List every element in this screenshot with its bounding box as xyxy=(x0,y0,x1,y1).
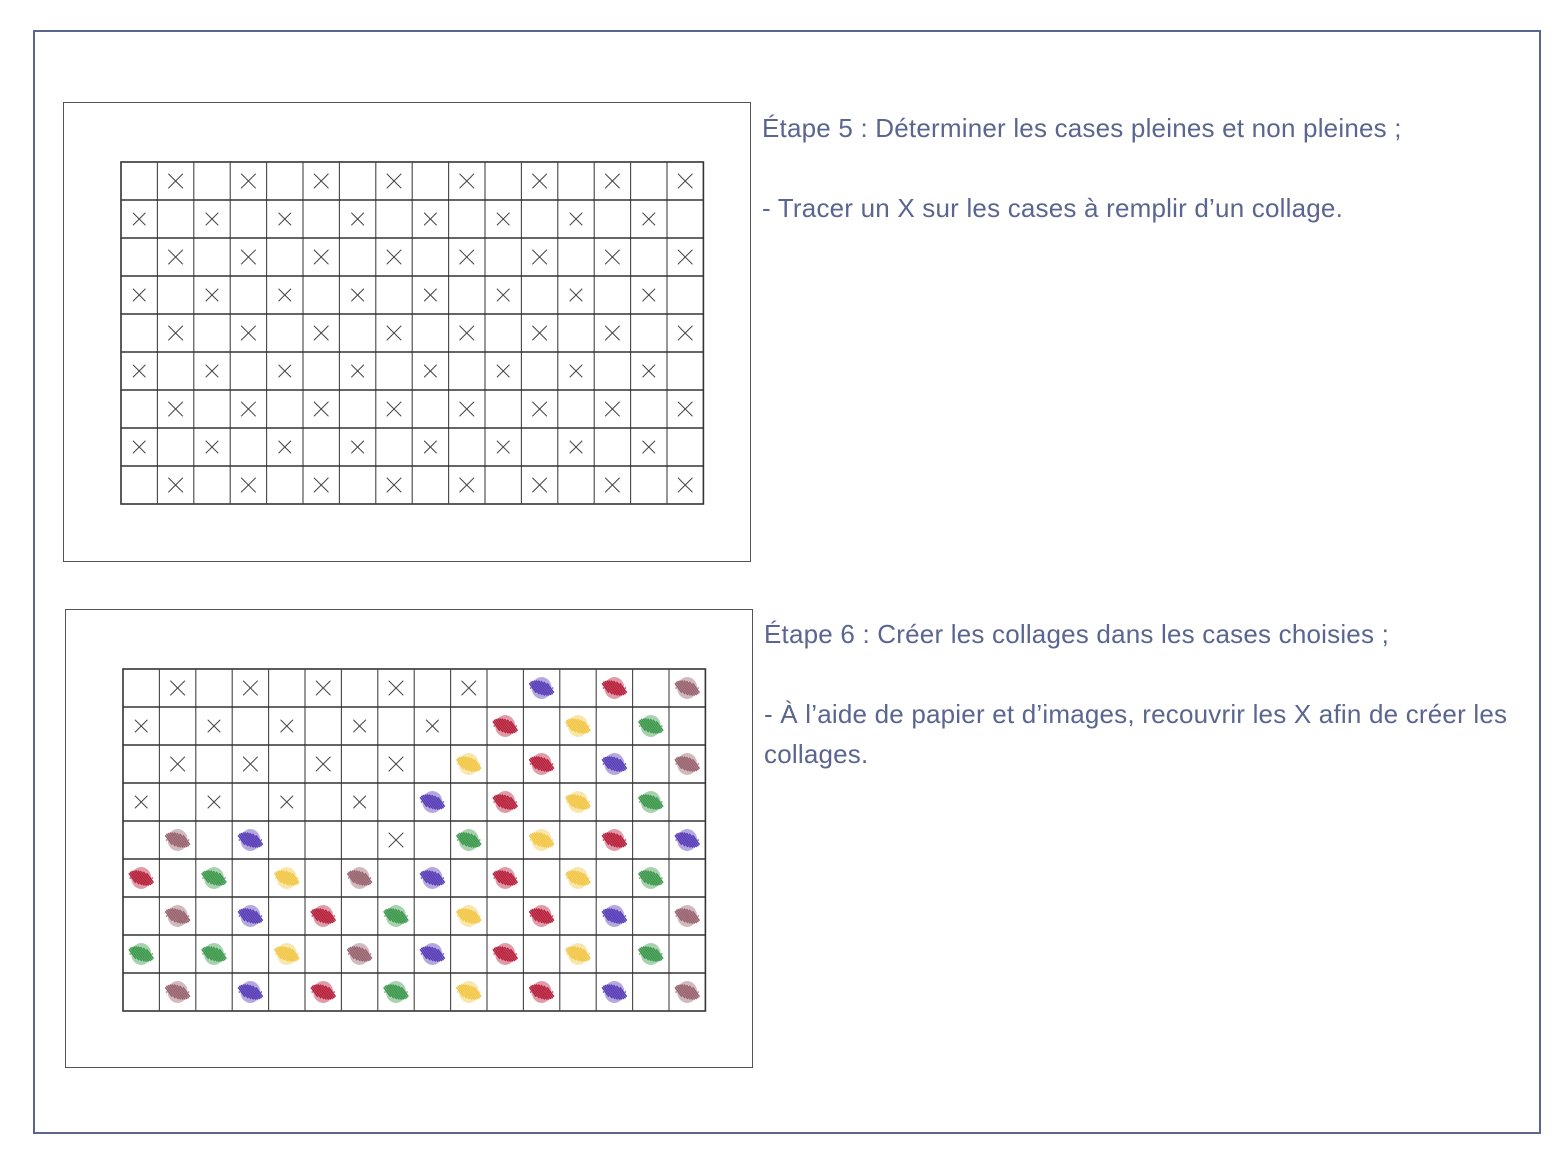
collage-patch-icon xyxy=(566,867,590,889)
x-mark-icon xyxy=(241,478,255,492)
x-mark-icon xyxy=(314,250,328,264)
collage-patch-icon xyxy=(566,943,590,965)
collage-patch-icon xyxy=(530,677,554,699)
x-mark-icon xyxy=(135,796,147,808)
x-mark-icon xyxy=(497,441,509,453)
x-mark-icon xyxy=(426,720,438,732)
x-mark-icon xyxy=(462,681,476,695)
collage-patch-icon xyxy=(239,829,263,851)
collage-patch-icon xyxy=(603,677,627,699)
x-mark-icon xyxy=(678,402,692,416)
step-5-title: Étape 5 : Déterminer les cases pleines et non pleines ; xyxy=(762,113,1402,143)
collage-patch-icon xyxy=(202,943,226,965)
grid-panel-step-6 xyxy=(65,609,753,1068)
x-mark-icon xyxy=(389,681,403,695)
grid-panel-step-5 xyxy=(63,102,751,562)
x-mark-icon xyxy=(424,441,436,453)
x-mark-icon xyxy=(570,441,582,453)
x-mark-icon xyxy=(533,402,547,416)
x-mark-icon xyxy=(605,478,619,492)
x-mark-icon xyxy=(169,326,183,340)
x-mark-icon xyxy=(279,289,291,301)
collage-patch-icon xyxy=(421,867,445,889)
collage-patch-icon xyxy=(639,943,663,965)
collage-patch-icon xyxy=(348,943,372,965)
collage-patch-icon xyxy=(493,715,517,737)
collage-patch-icon xyxy=(166,981,190,1003)
collage-patch-icon xyxy=(675,905,699,927)
collage-patch-icon xyxy=(530,829,554,851)
x-mark-icon xyxy=(460,250,474,264)
x-mark-icon xyxy=(241,402,255,416)
x-mark-icon xyxy=(169,250,183,264)
x-mark-icon xyxy=(533,326,547,340)
x-mark-icon xyxy=(460,326,474,340)
x-mark-icon xyxy=(169,402,183,416)
x-mark-icon xyxy=(424,213,436,225)
collage-patch-icon xyxy=(239,981,263,1003)
x-mark-icon xyxy=(171,681,185,695)
x-mark-icon xyxy=(387,326,401,340)
x-mark-icon xyxy=(678,478,692,492)
collage-patch-icon xyxy=(311,981,335,1003)
x-mark-icon xyxy=(314,402,328,416)
x-mark-icon xyxy=(460,478,474,492)
x-mark-icon xyxy=(281,796,293,808)
x-mark-icon xyxy=(279,365,291,377)
x-mark-icon xyxy=(389,757,403,771)
x-mark-icon xyxy=(354,720,366,732)
x-mark-icon xyxy=(316,681,330,695)
x-mark-icon xyxy=(316,757,330,771)
collage-patch-icon xyxy=(603,905,627,927)
x-marked-grid xyxy=(64,103,752,563)
collage-patch-icon xyxy=(239,905,263,927)
x-mark-icon xyxy=(208,796,220,808)
collage-patch-icon xyxy=(566,715,590,737)
x-mark-icon xyxy=(570,213,582,225)
collage-patch-icon xyxy=(166,829,190,851)
collage-patch-icon xyxy=(457,905,481,927)
x-mark-icon xyxy=(424,365,436,377)
collage-patch-icon xyxy=(457,829,481,851)
x-mark-icon xyxy=(133,365,145,377)
collage-patch-icon xyxy=(639,867,663,889)
x-mark-icon xyxy=(208,720,220,732)
collage-patch-icon xyxy=(493,943,517,965)
x-mark-icon xyxy=(354,796,366,808)
x-mark-icon xyxy=(497,365,509,377)
collage-patch-icon xyxy=(639,715,663,737)
x-mark-icon xyxy=(460,402,474,416)
collage-patch-icon xyxy=(166,905,190,927)
x-mark-icon xyxy=(389,833,403,847)
x-mark-icon xyxy=(133,213,145,225)
collage-patch-icon xyxy=(603,829,627,851)
collage-patch-icon xyxy=(639,791,663,813)
x-mark-icon xyxy=(605,250,619,264)
x-mark-icon xyxy=(352,365,364,377)
step-6-title: Étape 6 : Créer les collages dans les cases choisies ; xyxy=(764,619,1389,649)
x-mark-icon xyxy=(169,174,183,188)
x-mark-icon xyxy=(570,289,582,301)
step-5-description: - Tracer un X sur les cases à remplir d’un collage. xyxy=(762,193,1343,223)
x-mark-icon xyxy=(533,174,547,188)
collage-patch-icon xyxy=(530,753,554,775)
collage-patch-icon xyxy=(675,829,699,851)
x-mark-icon xyxy=(605,402,619,416)
x-mark-icon xyxy=(497,289,509,301)
collage-patch-icon xyxy=(457,753,481,775)
collage-patch-icon xyxy=(275,867,299,889)
x-mark-icon xyxy=(678,326,692,340)
collage-patch-icon xyxy=(421,943,445,965)
step-6-text xyxy=(764,614,1524,774)
x-mark-icon xyxy=(243,681,257,695)
x-mark-icon xyxy=(497,213,509,225)
collage-patch-icon xyxy=(384,905,408,927)
collage-patch-icon xyxy=(348,867,372,889)
x-mark-icon xyxy=(352,289,364,301)
x-mark-icon xyxy=(533,478,547,492)
collage-patch-icon xyxy=(129,867,153,889)
x-mark-icon xyxy=(314,326,328,340)
collage-patch-icon xyxy=(311,905,335,927)
x-mark-icon xyxy=(206,289,218,301)
x-mark-icon xyxy=(243,757,257,771)
x-mark-icon xyxy=(605,326,619,340)
x-mark-icon xyxy=(206,365,218,377)
step-6-description: - À l’aide de papier et d’images, recouvrir les X afin de créer les collages. xyxy=(764,699,1508,769)
x-mark-icon xyxy=(135,720,147,732)
collage-patch-icon xyxy=(530,981,554,1003)
collage-patch-icon xyxy=(675,753,699,775)
x-mark-icon xyxy=(279,213,291,225)
collage-patch-icon xyxy=(275,943,299,965)
x-mark-icon xyxy=(169,478,183,492)
x-mark-icon xyxy=(643,289,655,301)
x-mark-icon xyxy=(206,441,218,453)
x-mark-icon xyxy=(241,174,255,188)
x-mark-icon xyxy=(241,250,255,264)
collage-patch-icon xyxy=(493,867,517,889)
x-mark-icon xyxy=(241,326,255,340)
x-mark-icon xyxy=(133,441,145,453)
collage-patch-icon xyxy=(530,905,554,927)
x-mark-icon xyxy=(460,174,474,188)
x-mark-icon xyxy=(281,720,293,732)
step-5-text xyxy=(762,108,1542,228)
x-mark-icon xyxy=(133,289,145,301)
collage-patch-icon xyxy=(493,791,517,813)
collage-patch-icon xyxy=(603,753,627,775)
x-mark-icon xyxy=(387,250,401,264)
x-mark-icon xyxy=(314,174,328,188)
x-mark-icon xyxy=(605,174,619,188)
x-mark-icon xyxy=(643,441,655,453)
collage-grid xyxy=(66,610,754,1069)
collage-patch-icon xyxy=(129,943,153,965)
x-mark-icon xyxy=(678,250,692,264)
x-mark-icon xyxy=(352,441,364,453)
collage-patch-icon xyxy=(675,981,699,1003)
x-mark-icon xyxy=(387,402,401,416)
x-mark-icon xyxy=(314,478,328,492)
collage-patch-icon xyxy=(457,981,481,1003)
x-mark-icon xyxy=(533,250,547,264)
x-mark-icon xyxy=(424,289,436,301)
x-mark-icon xyxy=(570,365,582,377)
collage-patch-icon xyxy=(384,981,408,1003)
x-mark-icon xyxy=(352,213,364,225)
collage-patch-icon xyxy=(566,791,590,813)
collage-patch-icon xyxy=(421,791,445,813)
collage-patch-icon xyxy=(603,981,627,1003)
x-mark-icon xyxy=(171,757,185,771)
x-mark-icon xyxy=(643,365,655,377)
collage-patch-icon xyxy=(202,867,226,889)
x-mark-icon xyxy=(279,441,291,453)
x-mark-icon xyxy=(643,213,655,225)
x-mark-icon xyxy=(387,174,401,188)
x-mark-icon xyxy=(206,213,218,225)
x-mark-icon xyxy=(387,478,401,492)
x-mark-icon xyxy=(678,174,692,188)
collage-patch-icon xyxy=(675,677,699,699)
